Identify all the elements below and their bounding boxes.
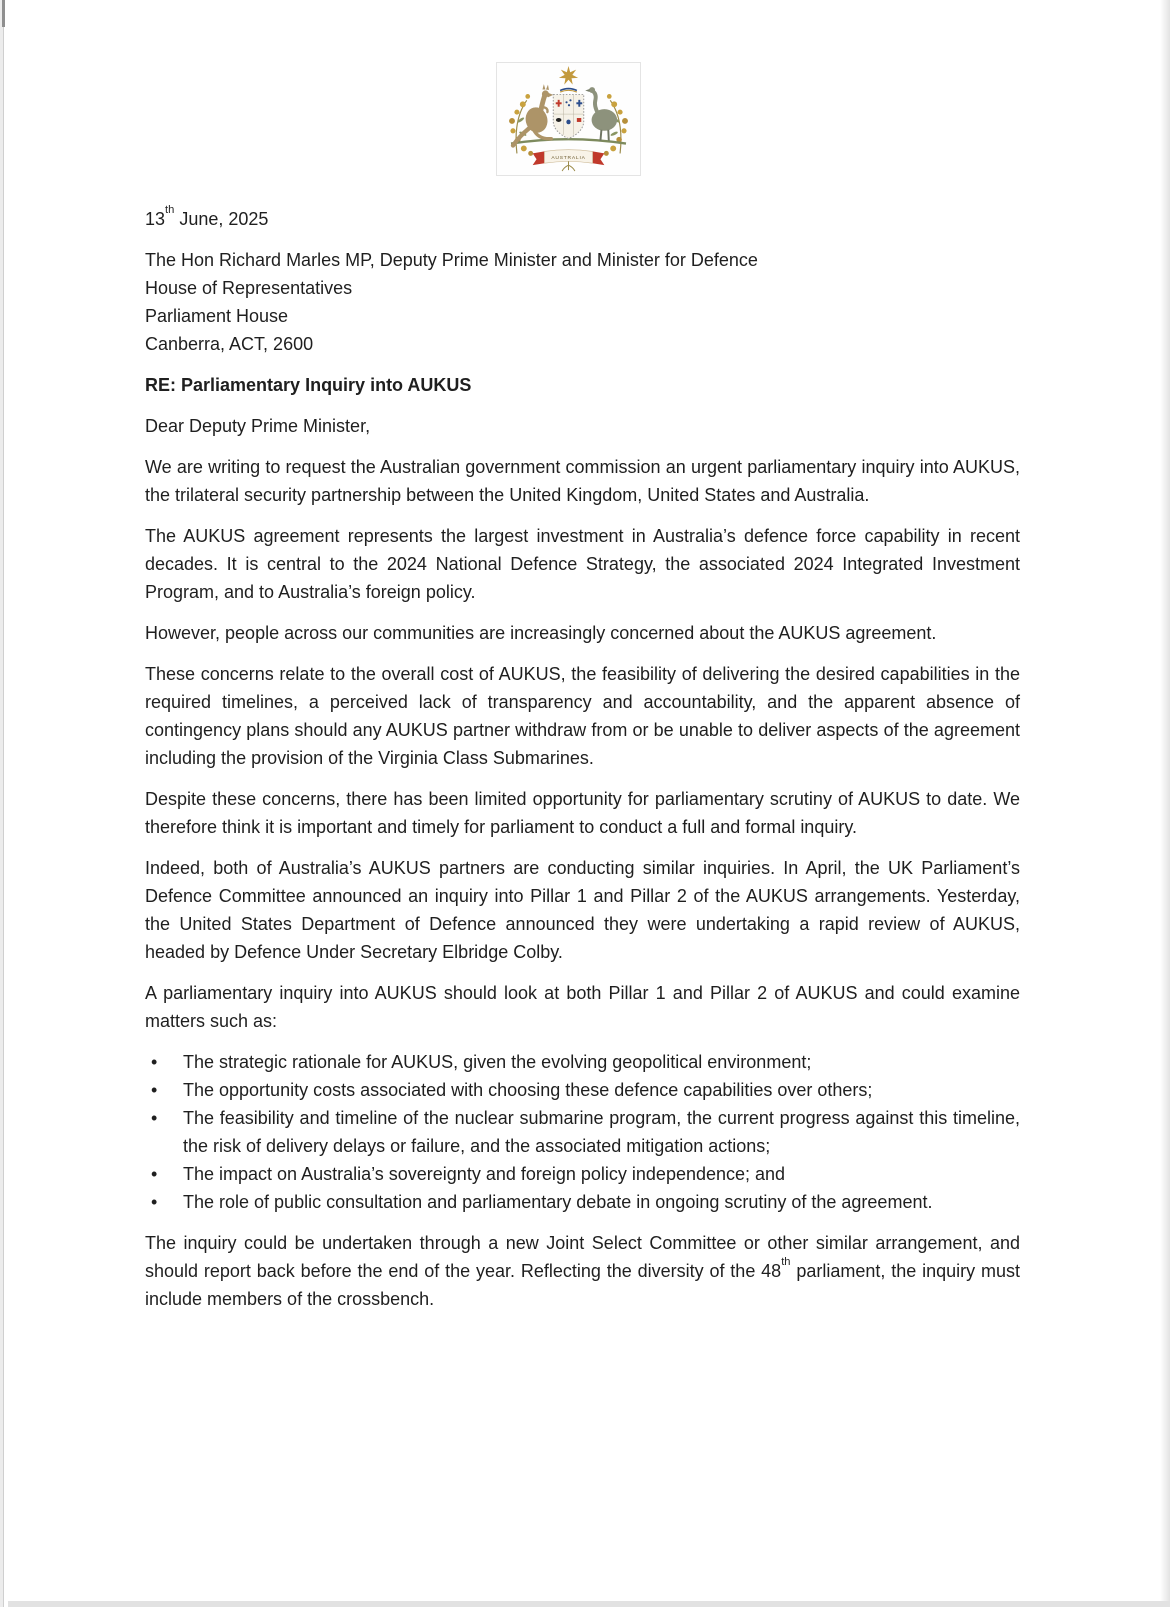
page-edge-bottom-shadow [8,1601,1170,1607]
paragraph-concern-details: These concerns relate to the overall cost of AUKUS, the feasibility of delivering the desired capabilities in the required timelines, a perceived lack of transparency and accountability, and the apparent absence of contingency plans should any AUKUS partner withdraw from or be unable to deliver aspects of the agreement including the provision of the Virginia Class Submarines. [145,664,1020,768]
paragraph-investment: The AUKUS agreement represents the largest investment in Australia’s defence force capability in recent decades. It is central to the 2024 National Defence Strategy, the associated 2024 Integrated Investment Program, and to Australia’s foreign policy. [145,526,1020,602]
closing-part1: The inquiry could be undertaken through a new Joint Select Committee or other similar arrangement, and should report back before the end of the year. Reflecting the diversity of the 48 [145,1233,1020,1281]
list-item-public-consultation: • The role of public consultation and parliamentary debate in ongoing scrutiny of the agreement. [145,1188,1020,1216]
letter-date [145,205,1020,233]
recipient-name-line: The Hon Richard Marles MP, Deputy Prime Minister and Minister for Defence [145,250,758,270]
inquiry-topics-list [145,1048,1020,1216]
page-edge-right [1160,0,1170,1607]
paragraph-concern: However, people across our communities are increasingly concerned about the AUKUS agreement. [145,623,937,643]
salutation: Dear Deputy Prime Minister, [145,416,371,436]
recipient-address-line: Parliament House [145,306,289,326]
page-edge-left-line [3,0,4,1607]
closing-ordinal-superscript: th [781,1255,791,1268]
letter-body [145,0,1020,1326]
date-ordinal-superscript: th [165,203,175,216]
recipient-address-line: Canberra, ACT, 2600 [145,334,314,354]
paragraph-request: We are writing to request the Australian government commission an urgent parliamentary inquiry into AUKUS, the trilateral security partnership between the United Kingdom, United States and Australia. [145,457,1020,505]
recipient-address-line: House of Representatives [145,278,353,298]
paragraph-inquiry-scope: A parliamentary inquiry into AUKUS should look at both Pillar 1 and Pillar 2 of AUKUS and could examine matters such as: [145,983,1020,1031]
paragraph-scrutiny: Despite these concerns, there has been limited opportunity for parliamentary scrutiny of AUKUS to date. We therefore think it is important and timely for parliament to conduct a full and formal inquiry. [145,789,1020,837]
list-item-feasibility-timeline: • The feasibility and timeline of the nuclear submarine program, the current progress against this timeline, the risk of delivery delays or failure, and the associated mitigation actions; [145,1104,1020,1160]
list-item-sovereignty: • The impact on Australia’s sovereignty and foreign policy independence; and [145,1160,1020,1188]
paragraph-partner-inquiries: Indeed, both of Australia’s AUKUS partners are conducting similar inquiries. In April, the UK Parliament’s Defence Committee announced an inquiry into Pillar 1 and Pillar 2 of the AUKUS arrangements. Yesterday, the United States Department of Defence announced they were undertaking a rapid review of AUKUS, headed by Defence Under Secretary Elbridge Colby. [145,858,1020,962]
australia-banner-text: AUSTRALIA [551,155,586,161]
date-day: 13 [145,209,166,229]
subject-line: RE: Parliamentary Inquiry into AUKUS [145,375,472,395]
recipient-address [145,246,1020,358]
list-item-strategic-rationale: • The strategic rationale for AUKUS, given the evolving geopolitical environment; [145,1048,1020,1076]
page-edge-top-left-mark [2,0,5,27]
closing-paragraph [145,1229,1020,1313]
list-item-opportunity-costs: • The opportunity costs associated with choosing these defence capabilities over others; [145,1076,1020,1104]
closing-part2: parliament, the inquiry must include members of the crossbench. [145,1261,1020,1309]
date-rest: June, 2025 [174,209,269,229]
